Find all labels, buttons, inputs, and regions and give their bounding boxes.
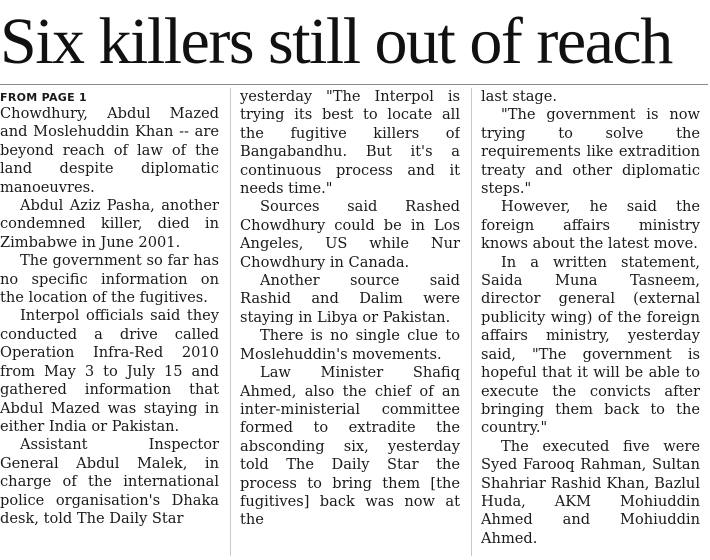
article-column-1 [0,88,219,560]
paragraph: However, he said the foreign affairs ministry knows about the latest move. [481,198,700,253]
paragraph: Law Minister Shafiq Ahmed, also the chief of an inter-ministerial committee formed to extradite the absconding six, yesterday told The Daily Star the process to bring them [the fugitives] back was now at the [240,364,460,529]
paragraph: In a written statement, Saida Muna Tasneem, director general (external publicity wing) of the foreign affairs ministry, yesterday said, "The government is hopeful that it will be able to execute the convicts after bringing them back to the country." [481,253,700,437]
paragraph: Interpol officials said they conducted a drive called Operation Infra-Red 2010 from May 3 to July 15 and gathered information that Abdul Mazed was staying in either India or Pakistan. [0,307,219,435]
continuation-kicker: FROM PAGE 1 [0,91,88,104]
paragraph: The executed five were Syed Farooq Rahman, Sultan Shahriar Rashid Khan, Bazlul Huda, AKM Mohiuddin Ahmed and Mohiuddin Ahmed. [481,437,700,547]
paragraph: last stage. [481,88,558,105]
column-divider [471,88,472,556]
article-column-2 [240,88,460,560]
paragraph: yesterday "The Interpol is trying its best to locate all the fugitive killers of Bangabandhu. But it's a continuous process and it needs time." [240,88,460,198]
paragraph: Another source said Rashid and Dalim were staying in Libya or Pakistan. [240,272,460,326]
paragraph: Abdul Aziz Pasha, another condemned killer, died in Zimbabwe in June 2001. [0,197,219,251]
headline-rule [0,84,708,85]
article-headline: Six killers still out of reach [0,5,672,78]
paragraph: There is no single clue to Moslehuddin's movements. [240,327,460,363]
article-column-3 [481,88,700,560]
paragraph: Chowdhury, Abdul Mazed and Moslehuddin Khan -- are beyond reach of law of the land despite diplomatic manoeuvres. [0,105,219,196]
paragraph: "The government is now trying to solve the requirements like extradition treaty and other diplomatic steps." [481,106,700,198]
column-divider [230,88,231,556]
paragraph: Sources said Rashed Chowdhury could be in Los Angeles, US while Nur Chowdhury in Canada. [240,198,460,271]
paragraph: Assistant Inspector General Abdul Malek, in charge of the international police organisation's Dhaka desk, told The Daily Star [0,436,219,527]
paragraph: The government so far has no specific information on the location of the fugitives. [0,252,219,307]
